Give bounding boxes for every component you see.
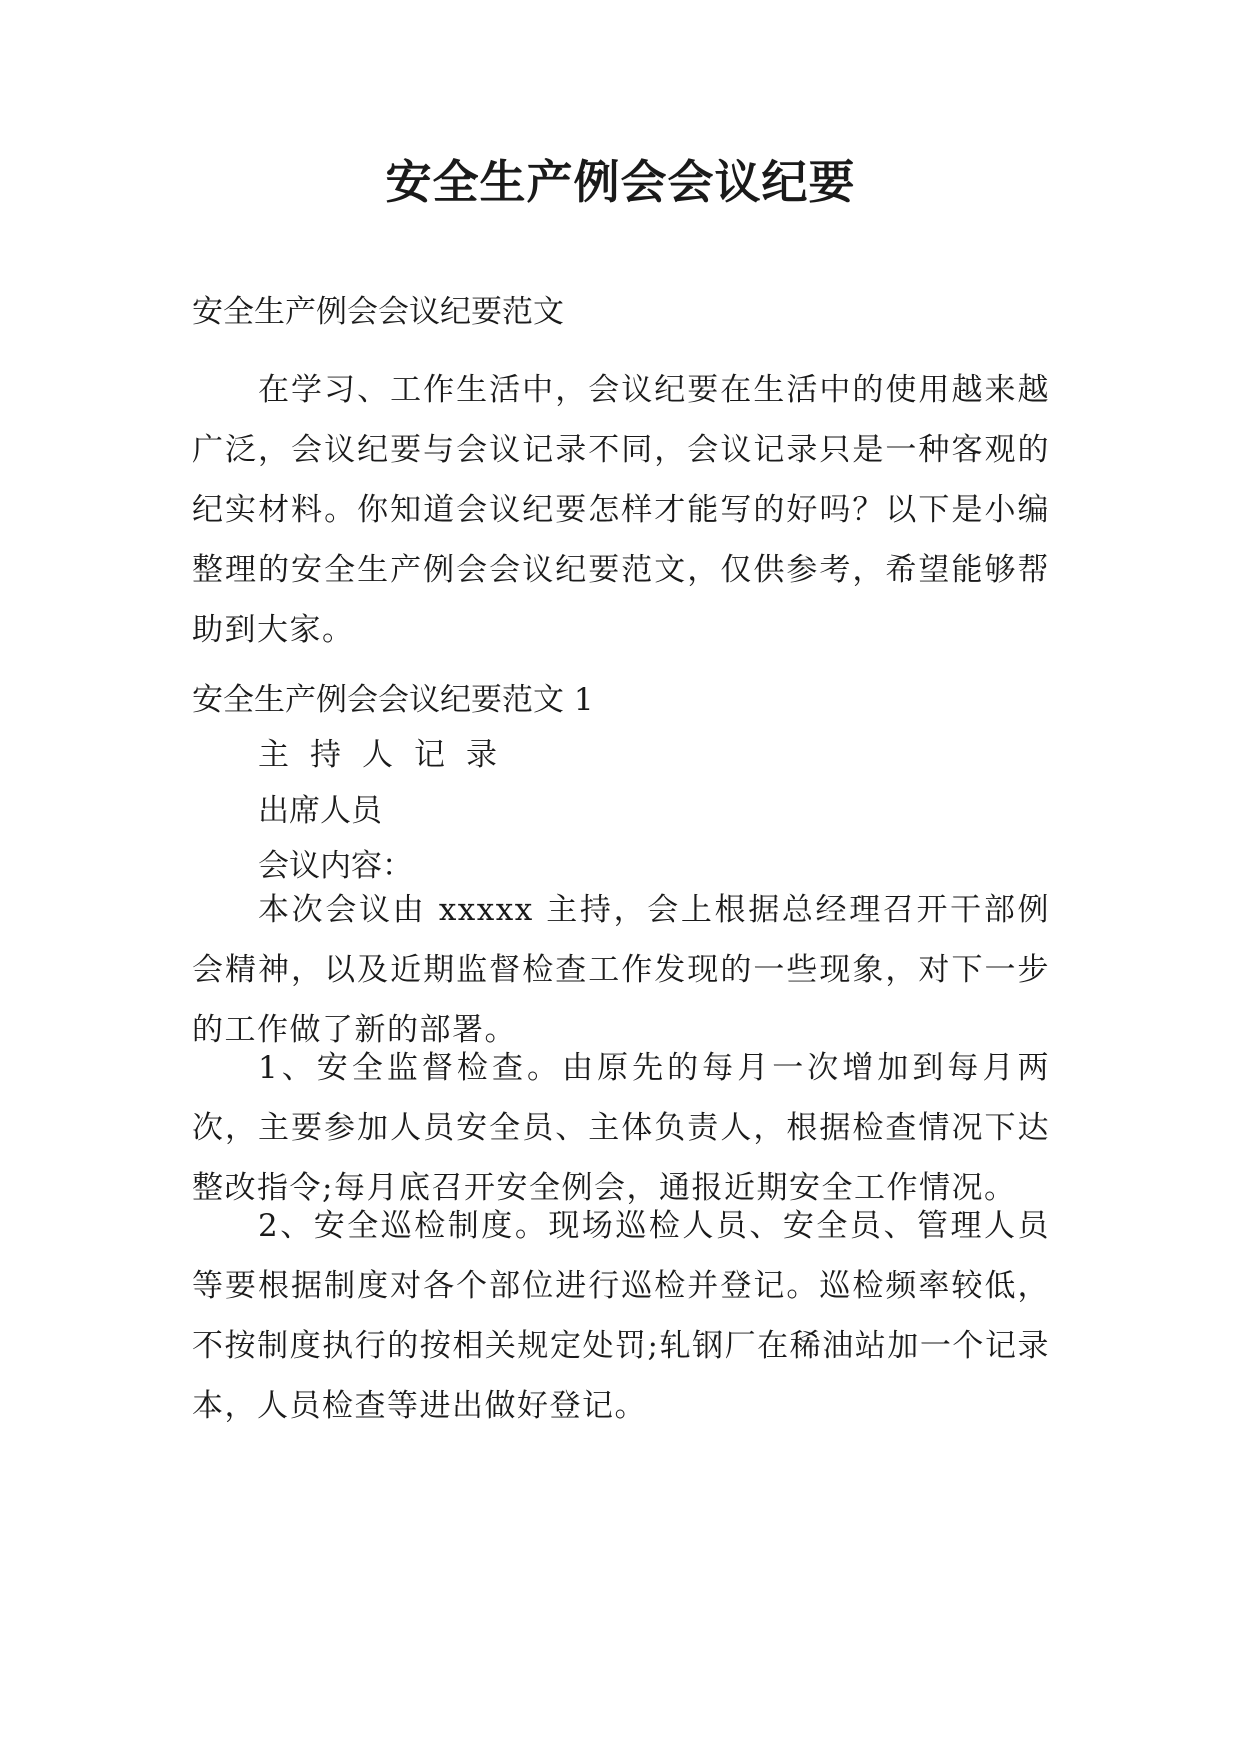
item-1-paragraph: 1、安全监督检查。由原先的每月一次增加到每月两次，主要参加人员安全员、主体负责人，根据检查情况下达整改指令;每月底召开安全例会，通报近期安全工作情况。: [192, 1050, 1050, 1206]
meeting-content-label: 会议内容：: [258, 848, 413, 884]
document-title: 安全生产例会会议纪要: [385, 155, 856, 209]
attendees-line: 出席人员: [258, 793, 382, 829]
item-2-paragraph: 2、安全巡检制度。现场巡检人员、安全员、管理人员等要根据制度对各个部位进行巡检并登记。巡检频率较低，不按制度执行的按相关规定处罚;轧钢厂在稀油站加一个记录本，人员检查等进出做好登记。: [192, 1208, 1050, 1424]
meeting-paragraph: 本次会议由 xxxxx 主持，会上根据总经理召开干部例会精神，以及近期监督检查工作发现的一些现象，对下一步的工作做了新的部署。: [192, 892, 1050, 1048]
document-subtitle: 安全生产例会会议纪要范文: [192, 294, 564, 330]
intro-paragraph: 在学习、工作生活中，会议纪要在生活中的使用越来越广泛，会议纪要与会议记录不同，会议记录只是一种客观的纪实材料。你知道会议纪要怎样才能写的好吗？以下是小编整理的安全生产例会会议纪要范文，仅供参考，希望能够帮助到大家。: [192, 372, 1050, 648]
host-record-line: 主持人记录: [258, 737, 518, 773]
section-title: 安全生产例会会议纪要范文 1: [192, 682, 594, 718]
